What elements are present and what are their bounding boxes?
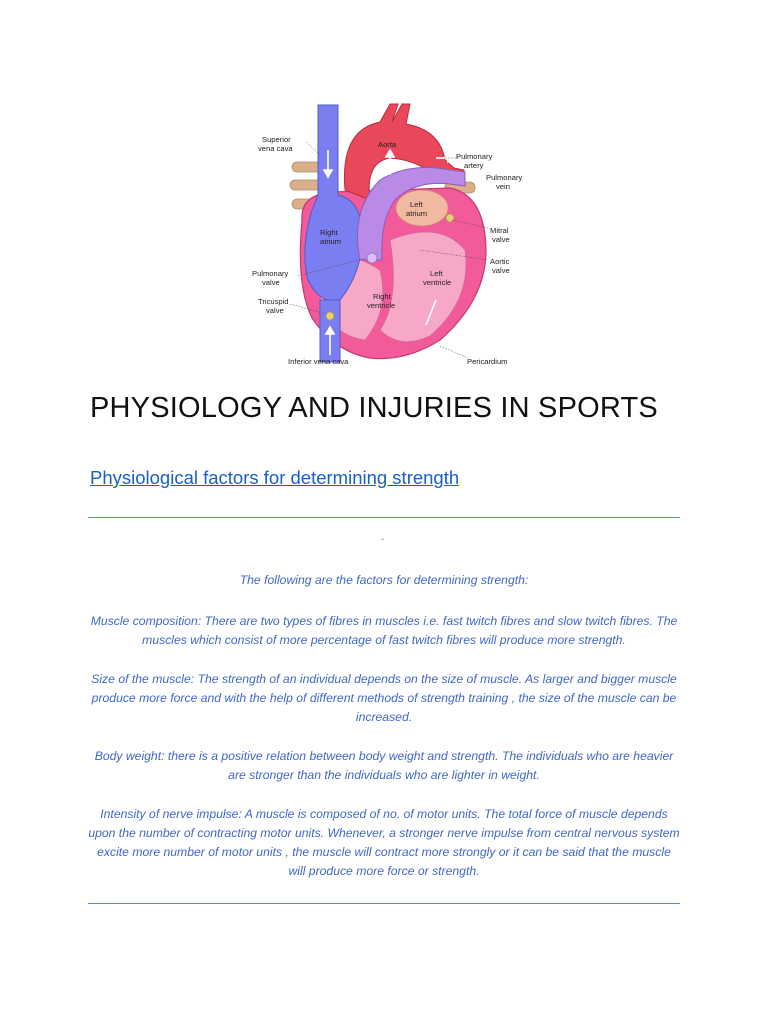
label-left-atrium: Left atrium bbox=[406, 200, 428, 218]
separator-mark: - bbox=[381, 534, 384, 544]
label-right-atrium: Right atrium bbox=[320, 228, 342, 246]
paragraph-body-weight: Body weight: there is a positive relation between body weight and strength. The individuals who are heavier are stronger than the individuals who are lighter in weight. bbox=[94, 749, 674, 782]
label-pulmonary-vein: Pulmonary vein bbox=[486, 173, 523, 191]
label-right-ventricle: Right ventricle bbox=[367, 292, 396, 310]
label-mitral-valve: Mitral valve bbox=[490, 226, 510, 244]
intro-paragraph: The following are the factors for determining strength: bbox=[239, 573, 529, 587]
document-title: PHYSIOLOGY AND INJURIES IN SPORTS bbox=[90, 392, 658, 424]
label-pulmonary-valve: Pulmonary valve bbox=[252, 269, 289, 287]
label-left-ventricle: Left ventricle bbox=[423, 269, 452, 287]
section-heading-link[interactable]: Physiological factors for determining strength bbox=[90, 467, 460, 488]
label-superior-vena-cava: Superior vena cava bbox=[258, 135, 293, 153]
paragraph-muscle-size: Size of the muscle: The strength of an individual depends on the size of muscle. As larger and bigger muscle produce more force and with the help of different methods of strength training , the size of the muscle can be increased. bbox=[91, 672, 677, 724]
pulmonary-valve-marker bbox=[367, 253, 377, 263]
mitral-valve-marker bbox=[446, 214, 454, 222]
heart-illustration bbox=[240, 100, 530, 370]
body-text bbox=[88, 571, 680, 901]
label-tricuspid-valve: Tricuspid valve bbox=[258, 297, 289, 315]
label-aorta: Aorta bbox=[378, 140, 397, 149]
label-aortic-valve: Aortic valve bbox=[490, 257, 510, 275]
paragraph-nerve-impulse: Intensity of nerve impulse: A muscle is composed of no. of motor units. The total force of muscle depends upon the number of contracting motor units. Whenever, a stronger nerve impulse from central nervous system excite more number of motor units , the muscle will contract more strongly or it can be said that the muscle will produce more force or strength. bbox=[88, 807, 680, 878]
top-divider bbox=[88, 517, 680, 518]
label-inferior-vena-cava: Inferior vena cava bbox=[288, 357, 349, 366]
bottom-divider bbox=[88, 903, 680, 904]
paragraph-muscle-composition: Muscle composition: There are two types of fibres in muscles i.e. fast twitch fibres and slow twitch fibres. The muscles which consist of more percentage of fast twitch fibres will produce more strength. bbox=[90, 614, 678, 647]
tricuspid-valve-marker bbox=[326, 312, 334, 320]
heart-diagram bbox=[240, 100, 530, 370]
label-pulmonary-artery: Pulmonary artery bbox=[456, 152, 493, 170]
label-pericardium: Pericardium bbox=[467, 357, 508, 366]
